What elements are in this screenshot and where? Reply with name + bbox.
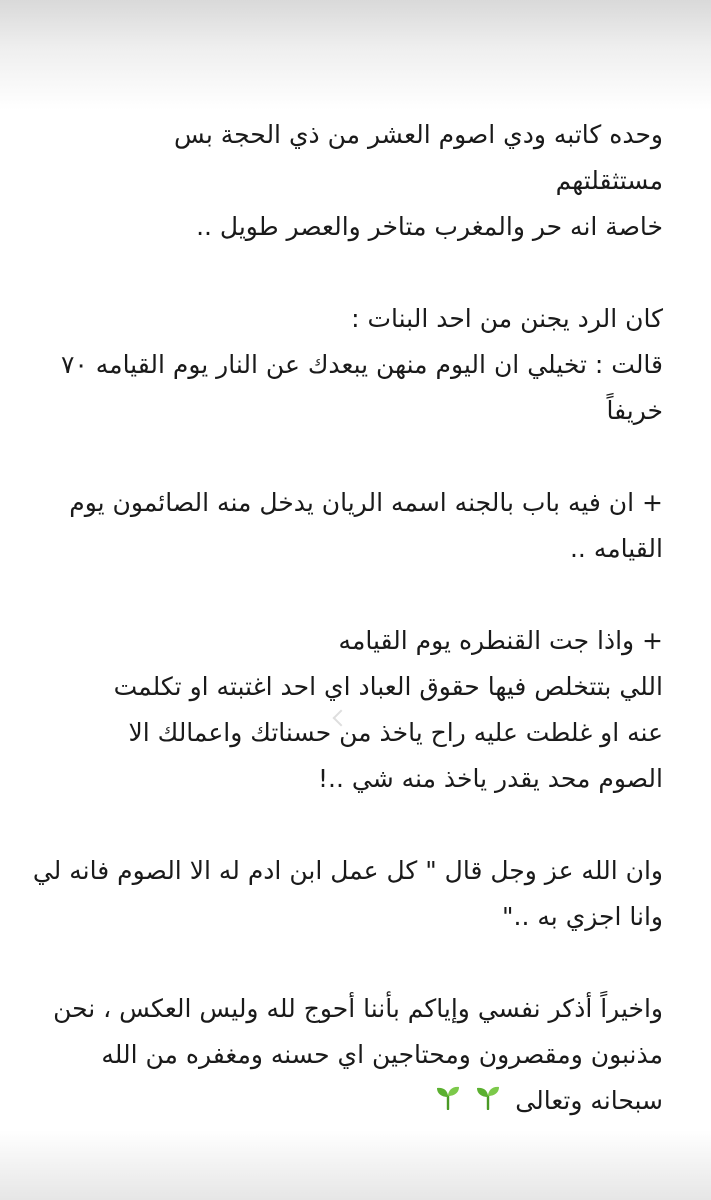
- note-text: [32, 112, 663, 1171]
- bottom-gradient: [0, 1130, 711, 1200]
- text-line-with-emoji: [43, 1078, 663, 1125]
- text-line: + واذا جت القنطره يوم القيامه: [338, 626, 663, 655]
- text-line: وانا اجزي به ..": [502, 902, 663, 931]
- text-line: + ان فيه باب بالجنه اسمه الريان يدخل منه الصائمون يوم: [69, 488, 663, 517]
- top-gradient: [0, 0, 711, 110]
- text-line: وان الله عز وجل قال " كل عمل ابن ادم له الا الصوم فانه لي: [32, 856, 663, 885]
- text-line: القيامه ..: [569, 534, 663, 563]
- text-line: اللي بتتخلص فيها حقوق العباد اي احد اغتبته او تكلمت: [113, 672, 663, 701]
- text-line: سبحانه وتعالى: [515, 1086, 663, 1115]
- paragraph-closing: [43, 986, 663, 1125]
- text-line: وحده كاتبه ودي اصوم العشر من ذي الحجة بس: [173, 120, 663, 149]
- text-line: واخيراً أذكر نفسي وإياكم بأننا أحوج لله وليس العكس ، نحن: [53, 994, 663, 1023]
- paragraph-hadith: [32, 848, 663, 940]
- text-line: قالت : تخيلي ان اليوم منهن يبعدك عن النار يوم القيامه ٧٠: [60, 350, 663, 379]
- text-line: مذنبون ومقصرون ومحتاجين اي حسنه ومغفره من الله: [101, 1040, 663, 1069]
- seedling-icon: [475, 1079, 501, 1125]
- paragraph-reply: [43, 296, 663, 434]
- text-line: الصوم محد يقدر ياخذ منه شي ..!: [318, 764, 663, 793]
- text-line: خريفاً: [606, 396, 663, 425]
- text-line: كان الرد يجنن من احد البنات :: [351, 304, 663, 333]
- text-line: خاصة انه حر والمغرب متاخر والعصر طويل ..: [196, 212, 663, 241]
- paragraph-rayyan: [43, 480, 663, 572]
- paragraph-bridge: [43, 618, 663, 802]
- seedling-icon: [435, 1079, 461, 1125]
- paragraph-intro: [43, 112, 663, 250]
- text-line: مستثقلتهم: [555, 166, 663, 195]
- text-line: عنه او غلطت عليه راح ياخذ من حسناتك واعمالك الا: [128, 718, 663, 747]
